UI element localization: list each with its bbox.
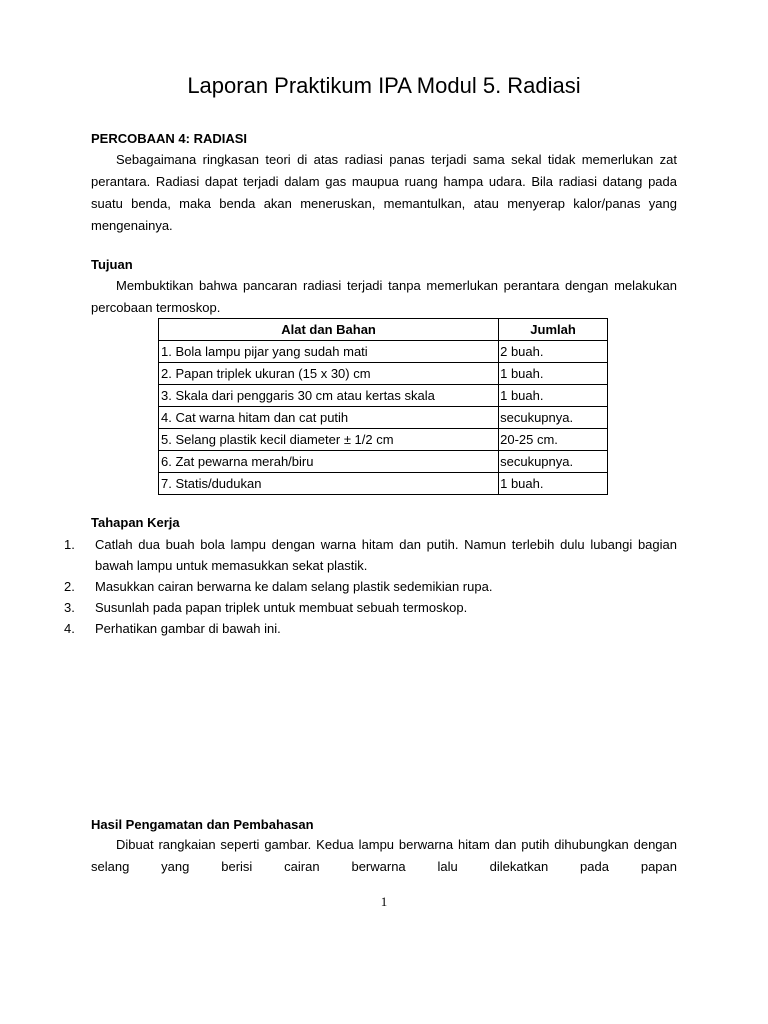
- list-item: [64, 576, 677, 597]
- table-cell-item: 1. Bola lampu pijar yang sudah mati: [159, 341, 499, 363]
- steps-list: [64, 534, 677, 639]
- step-number: 1.: [64, 537, 75, 552]
- table-row: [159, 451, 608, 473]
- table-cell-item: 5. Selang plastik kecil diameter ± 1/2 cm: [159, 429, 499, 451]
- table-cell-qty: 20-25 cm.: [499, 429, 608, 451]
- table-cell-qty: secukupnya.: [499, 407, 608, 429]
- hasil-paragraph: Dibuat rangkaian seperti gambar. Kedua lampu berwarna hitam dan putih dihubungkan dengan selang yang berisi cairan berwarna lalu dilekatkan pada papan: [91, 837, 677, 874]
- step-text: Perhatikan gambar di bawah ini.: [95, 621, 281, 636]
- step-number: 2.: [64, 579, 75, 594]
- table-row: [159, 407, 608, 429]
- table-header-jumlah: Jumlah: [499, 319, 608, 341]
- step-text: Susunlah pada papan triplek untuk membuat sebuah termoskop.: [95, 600, 468, 615]
- list-item: [64, 618, 677, 639]
- table-row: [159, 341, 608, 363]
- section-heading-percobaan: PERCOBAAN 4: RADIASI: [91, 131, 248, 146]
- table-row: [159, 429, 608, 451]
- list-item: [64, 597, 677, 618]
- table-cell-qty: 1 buah.: [499, 363, 608, 385]
- page-number: 1: [380, 894, 388, 909]
- hasil-heading: Hasil Pengamatan dan Pembahasan: [91, 817, 314, 832]
- tujuan-heading: Tujuan: [91, 257, 133, 272]
- table-cell-qty: 1 buah.: [499, 385, 608, 407]
- tujuan-paragraph: Membuktikan bahwa pancaran radiasi terjadi tanpa memerlukan perantara dengan melakukan percobaan termoskop.: [91, 278, 677, 315]
- step-number: 4.: [64, 621, 75, 636]
- table-header-row: [159, 319, 608, 341]
- table-cell-qty: 1 buah.: [499, 473, 608, 495]
- materials-table: [158, 318, 608, 495]
- table-cell-item: 3. Skala dari penggaris 30 cm atau kertas skala: [159, 385, 499, 407]
- table-cell-qty: secukupnya.: [499, 451, 608, 473]
- table-cell-item: 7. Statis/dudukan: [159, 473, 499, 495]
- table-cell-item: 2. Papan triplek ukuran (15 x 30) cm: [159, 363, 499, 385]
- intro-paragraph: Sebagaimana ringkasan teori di atas radiasi panas terjadi sama sekal tidak memerlukan zat perantara. Radiasi dapat terjadi dalam gas maupua ruang hampa udara. Bila radiasi datang pada suatu benda, maka benda akan meneruskan, memantulkan, atau menyerap kalor/panas yang mengenainya.: [91, 152, 677, 233]
- table-cell-qty: 2 buah.: [499, 341, 608, 363]
- tahapan-heading: Tahapan Kerja: [91, 515, 180, 530]
- step-text: Masukkan cairan berwarna ke dalam selang plastik sedemikian rupa.: [95, 579, 493, 594]
- table-row: [159, 363, 608, 385]
- step-text: Catlah dua buah bola lampu dengan warna hitam dan putih. Namun terlebih dulu lubangi bagian bawah lampu untuk memasukkan sekat plastik.: [95, 537, 677, 573]
- list-item: [64, 534, 677, 576]
- table-row: [159, 385, 608, 407]
- step-number: 3.: [64, 600, 75, 615]
- table-cell-item: 6. Zat pewarna merah/biru: [159, 451, 499, 473]
- table-header-alat: Alat dan Bahan: [159, 319, 499, 341]
- document-title: Laporan Praktikum IPA Modul 5. Radiasi: [187, 73, 581, 98]
- table-row: [159, 473, 608, 495]
- table-cell-item: 4. Cat warna hitam dan cat putih: [159, 407, 499, 429]
